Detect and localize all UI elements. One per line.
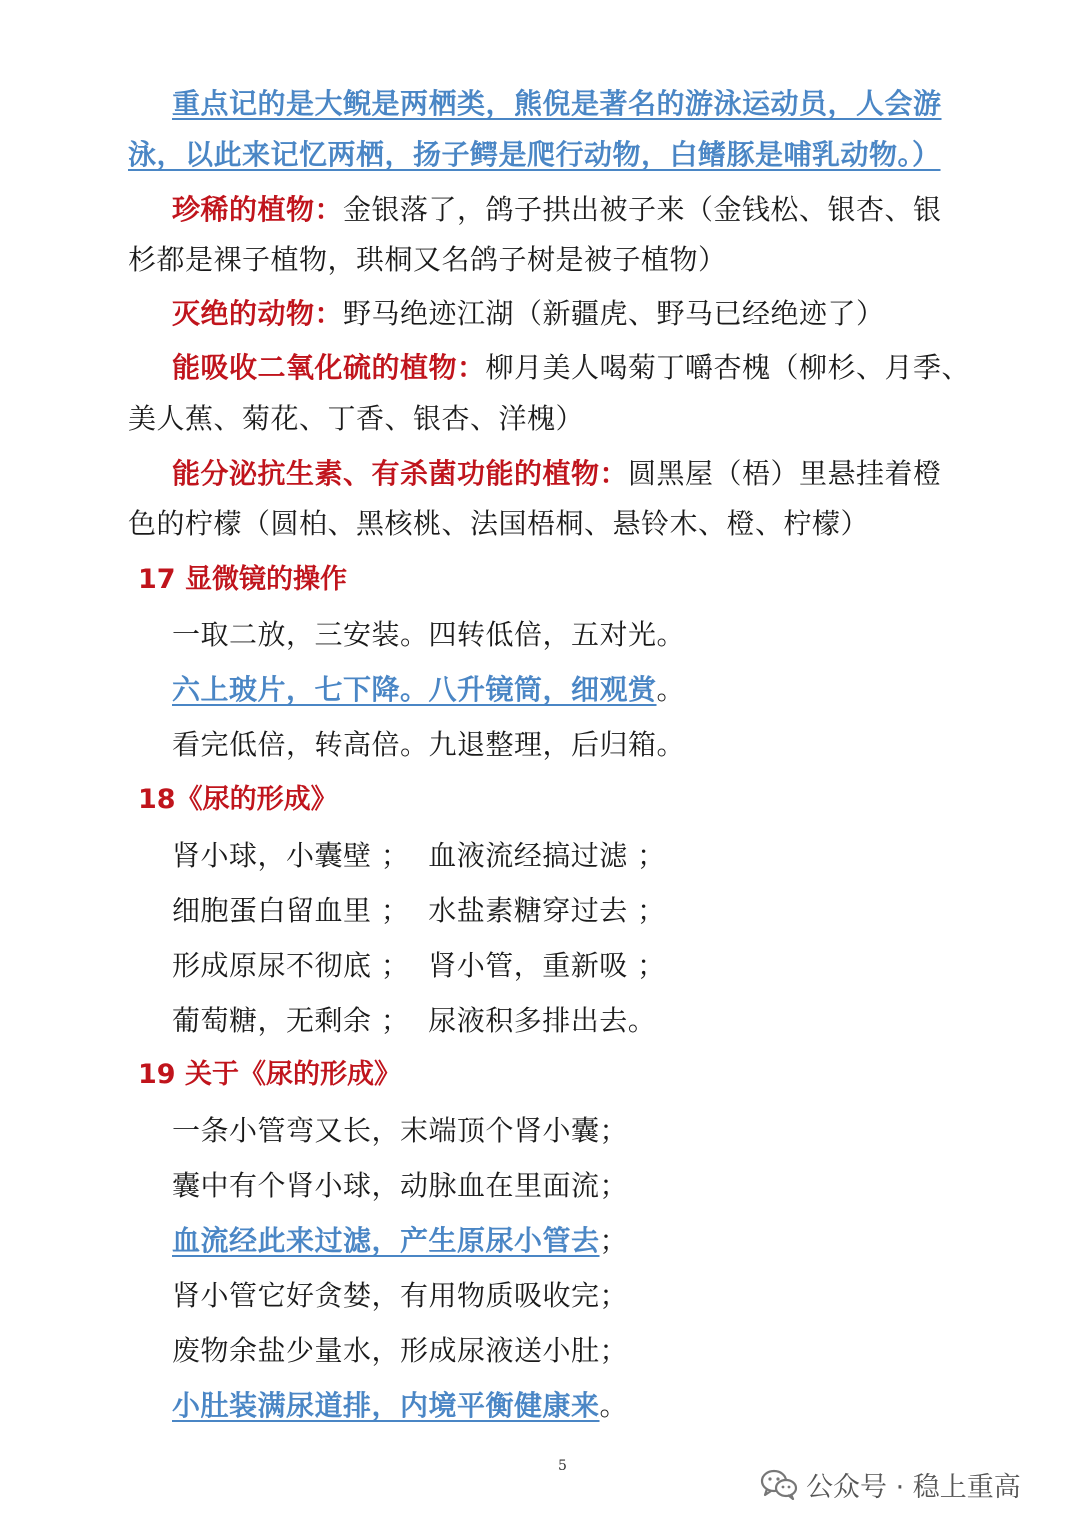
section-17-line-2-tail: 。 (656, 673, 686, 706)
section-17-line-3: 看完低倍，转高倍。九退整理，后归箱。 (172, 728, 686, 761)
section-18-line-3: 形成原尿不彻底 ； 肾小管，重新吸 ； (172, 949, 666, 982)
section-19-line-3-tail: ； (599, 1224, 629, 1257)
antibiotic-plant-line-2: 色的柠檬（圆柏、黑核桃、法国梧桐、悬铃木、橙、柠檬） (128, 507, 870, 540)
section-18-line-2: 细胞蛋白留血里 ； 水盐素糖穿过去 ； (172, 894, 666, 927)
antibiotic-label: 能分泌抗生素、有杀菌功能的植物： (172, 457, 629, 490)
so2-plant-line-1 (172, 350, 970, 386)
extinct-label: 灭绝的动物： (172, 297, 344, 330)
so2-label: 能吸收二氧化硫的植物： (172, 351, 486, 384)
so2-plant-line-2: 美人蕉、菊花、丁香、银杏、洋槐） (128, 402, 585, 435)
section-19-heading: 19 关于《尿的形成》 (138, 1059, 401, 1090)
section-19-line-5: 废物余盐少量水，形成尿液送小肚； (172, 1334, 629, 1367)
section-17-heading: 17 显微镜的操作 (138, 564, 347, 595)
rare-plant-line-2: 杉都是裸子植物，珙桐又名鸽子树是被子植物） (128, 243, 727, 276)
section-19-line-1: 一条小管弯又长，末端顶个肾小囊； (172, 1114, 629, 1147)
so2-text: 柳月美人喝菊丁嚼杏槐（柳杉、月季、 (485, 351, 971, 384)
section-19-line-6-tail: 。 (599, 1389, 629, 1422)
intro-line-2: 泳，以此来记忆两栖，扬子鳄是爬行动物，白鳍豚是哺乳动物。） (128, 138, 941, 171)
antibiotic-plant-line-1 (172, 456, 942, 492)
intro-line-1: 重点记的是大鲵是两栖类，熊倪是著名的游泳运动员，人会游 (172, 87, 942, 120)
section-17-line-1: 一取二放，三安装。四转低倍，五对光。 (172, 618, 686, 651)
section-17-line-2 (172, 672, 685, 708)
section-18-heading: 18《尿的形成》 (138, 784, 338, 815)
section-19-line-4: 肾小管它好贪婪，有用物质吸收完； (172, 1279, 629, 1312)
rare-plant-line-1 (172, 192, 942, 228)
antibiotic-text: 圆黑屋（梧）里悬挂着橙 (628, 457, 942, 490)
extinct-animal-line (172, 296, 885, 332)
section-19-line-3-highlight: 血流经此来过滤，产生原尿小管去 (172, 1224, 600, 1257)
extinct-text: 野马绝迹江湖（新疆虎、野马已经绝迹了） (343, 297, 885, 330)
section-19-line-6 (172, 1388, 628, 1424)
watermark-text: 公众号 · 稳上重高 (806, 1471, 1021, 1503)
section-19-line-2: 囊中有个肾小球，动脉血在里面流； (172, 1169, 629, 1202)
section-19-line-3 (172, 1223, 628, 1259)
wechat-icon (760, 1468, 798, 1500)
section-17-line-2-highlight: 六上玻片，七下降。八升镜筒，细观赏 (172, 673, 657, 706)
watermark (760, 1464, 1021, 1504)
section-18-line-1: 肾小球，小囊壁 ； 血液流经搞过滤 ； (172, 839, 666, 872)
section-18-line-4: 葡萄糖，无剩余 ； 尿液积多排出去。 (172, 1004, 657, 1037)
rare-plant-label: 珍稀的植物： (172, 193, 344, 226)
rare-plant-text: 金银落了，鸽子拱出被子来（金钱松、银杏、银 (343, 193, 942, 226)
section-19-line-6-highlight: 小肚装满尿道排，内境平衡健康来 (172, 1389, 600, 1422)
page-number: 5 (558, 1458, 567, 1474)
